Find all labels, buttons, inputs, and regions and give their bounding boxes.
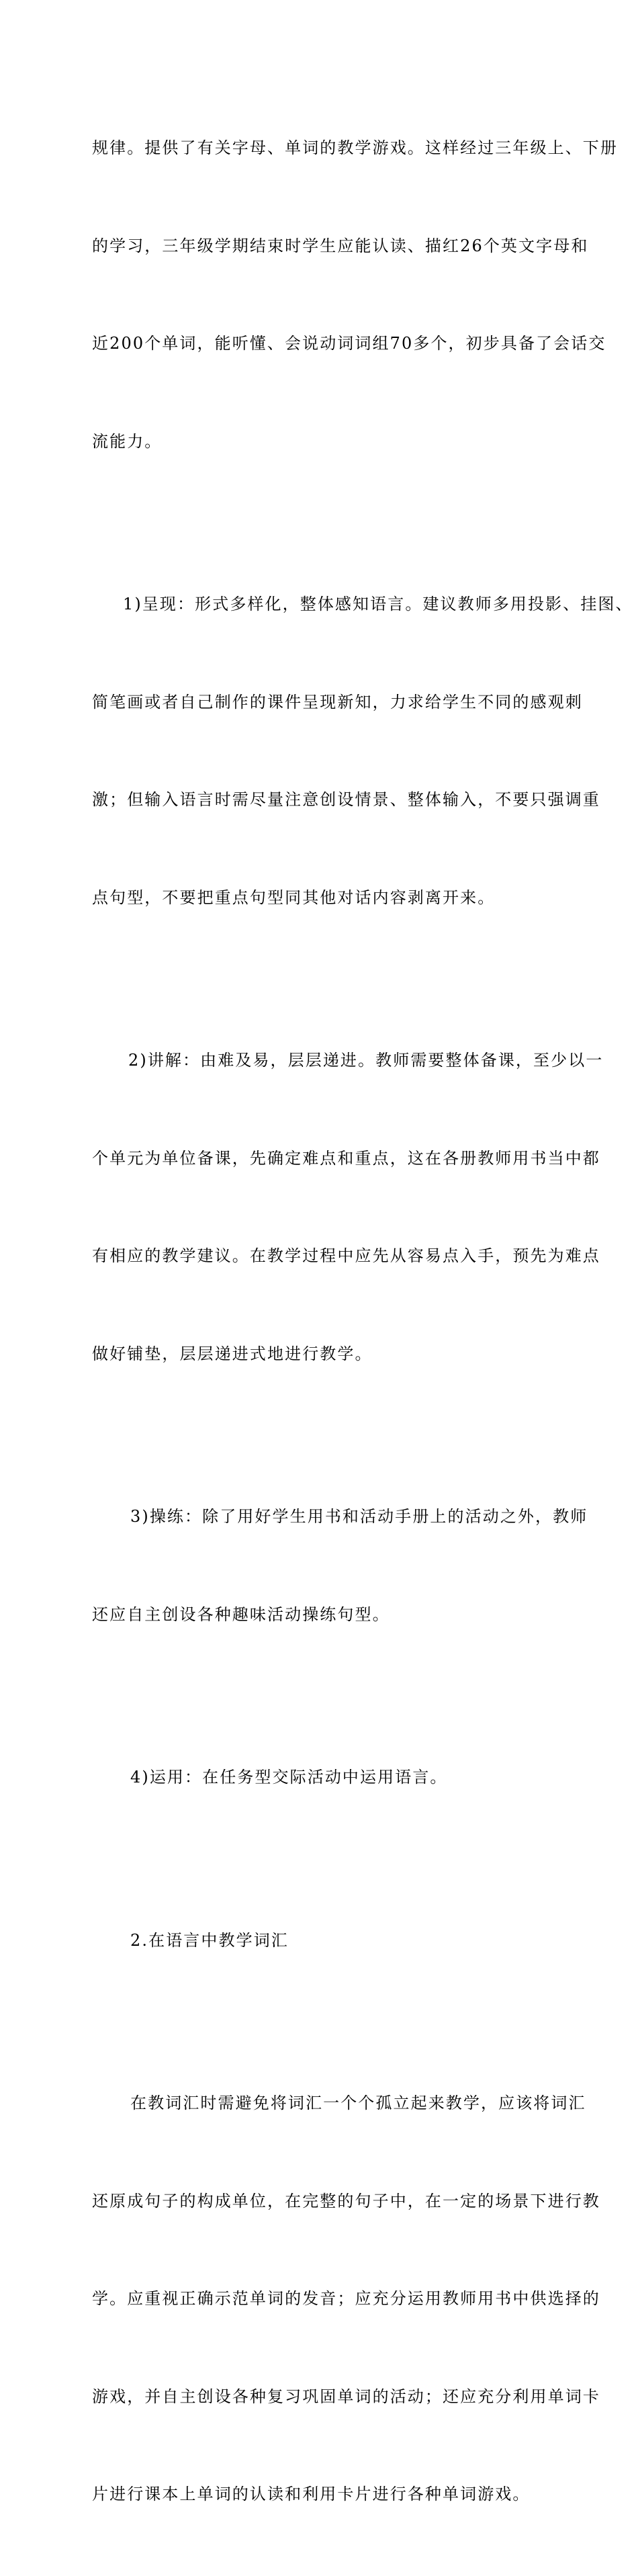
text-line: 流能力。: [92, 431, 163, 451]
heading-line: 2.在语言中教学词汇: [130, 1930, 289, 1950]
text-line: 还应自主创设各种趣味活动操练句型。: [92, 1604, 390, 1624]
text-line: 近200个单词，能听懂、会说动词词组70多个，初步具备了会话交: [92, 334, 606, 353]
paragraph-2: [92, 523, 633, 979]
paragraph-5: [92, 1696, 577, 1859]
section-heading: [92, 1859, 577, 2022]
text-line: 3)操练：除了用好学生用书和活动手册上的活动之外，教师: [130, 1507, 588, 1526]
text-line: 学。应重视正确示范单词的发音；应充分运用教师用书中供选择的: [92, 2289, 600, 2308]
text-line: 1)呈现：形式多样化，整体感知语言。建议教师多用投影、挂图、: [123, 595, 633, 613]
text-line: 片进行课本上单词的认读和利用卡片进行各种单词游戏。: [92, 2485, 531, 2503]
text-line: 4)运用：在任务型交际活动中运用语言。: [130, 1768, 448, 1787]
text-line: 2)讲解：由难及易，层层递进。教师需要整体备课，至少以一: [128, 1051, 604, 1070]
text-line: 点句型，不要把重点句型同其他对话内容剥离开来。: [92, 888, 496, 907]
paragraph-3: [92, 979, 604, 1435]
text-line: 在教词汇时需避免将词汇一个个孤立起来教学，应该将词汇: [130, 2094, 586, 2112]
paragraph-7: [92, 2022, 600, 2576]
text-line: 简笔画或者自己制作的课件呈现新知，力求给学生不同的感观刺: [92, 692, 583, 712]
text-line: 的学习，三年级学期结束时学生应能认读、描红26个英文字母和: [92, 236, 589, 255]
text-line: 激；但输入语言时需尽量注意创设情景、整体输入，不要只强调重: [92, 790, 600, 809]
text-line: 做好铺垫，层层递进式地进行教学。: [92, 1344, 373, 1363]
text-line: 游戏，并自主创设各种复习巩固单词的活动；还应充分利用单词卡: [92, 2387, 600, 2406]
paragraph-1: [92, 67, 618, 523]
text-line: 有相应的教学建议。在教学过程中应先从容易点入手，预先为难点: [92, 1246, 600, 1265]
text-line: 还原成句子的构成单位，在完整的句子中，在一定的场景下进行教: [92, 2191, 600, 2210]
text-line: 规律。提供了有关字母、单词的教学游戏。这样经过三年级上、下册: [92, 138, 618, 157]
text-line: 个单元为单位备课，先确定难点和重点，这在各册教师用书当中都: [92, 1148, 600, 1168]
document-page: [92, 67, 633, 2576]
paragraph-4: [92, 1435, 588, 1696]
